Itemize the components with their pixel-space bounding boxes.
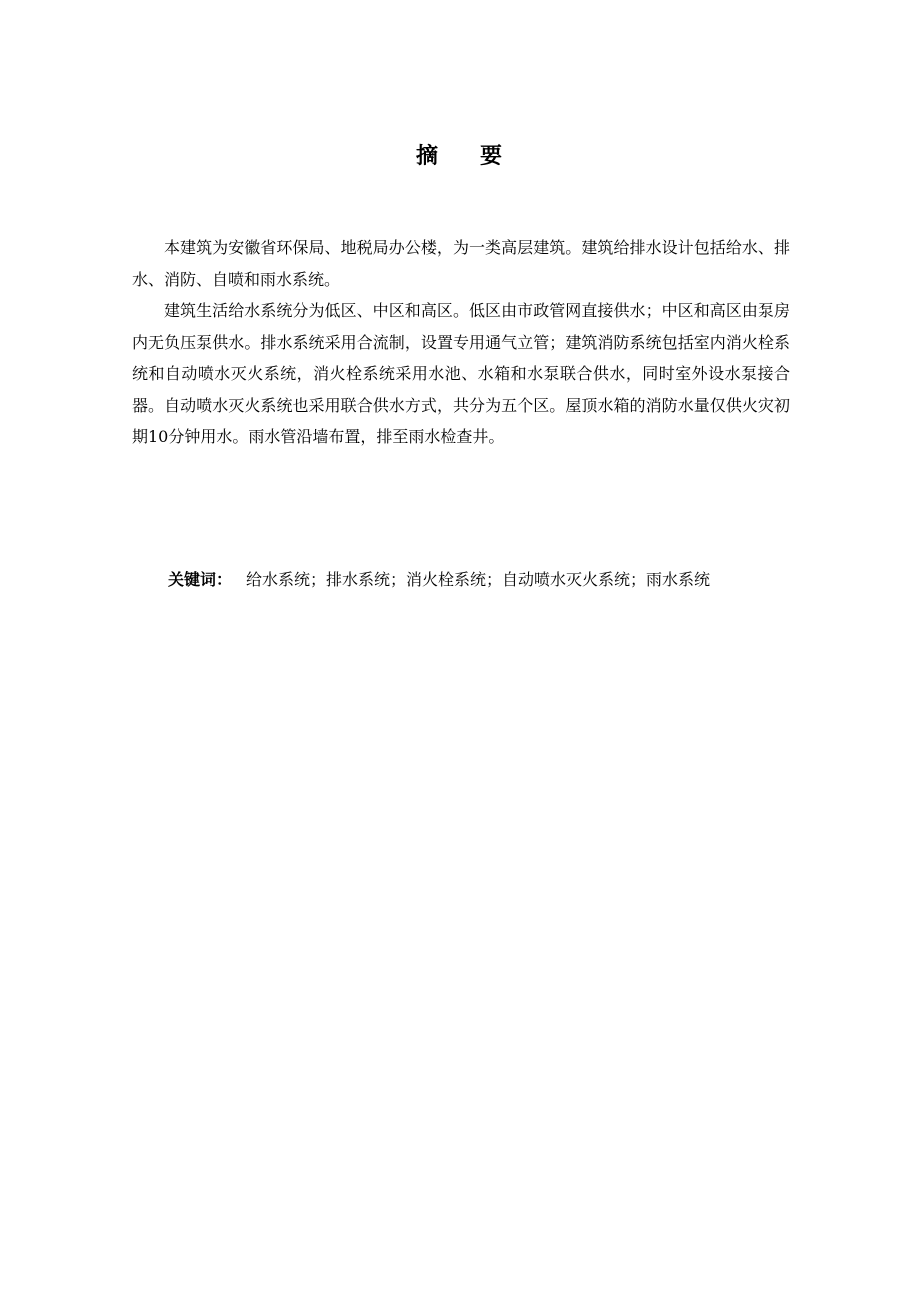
keywords-line (132, 565, 812, 595)
abstract-body (132, 232, 790, 453)
abstract-paragraph-2: 建筑生活给水系统分为低区、中区和高区。低区由市政管网直接供水；中区和高区由泵房内无负压泵供水。排水系统采用合流制，设置专用通气立管；建筑消防系统包括室内消火栓系统和自动喷水灭火系统，消火栓系统采用水池、水箱和水泵联合供水，同时室外设水泵接合器。自动喷水灭火系统也采用联合供水方式，共分为五个区。屋顶水箱的消防水量仅供火灾初期10分钟用水。雨水管沿墙布置，排至雨水检查井。 (132, 301, 790, 446)
keywords-text: 给水系统；排水系统；消火栓系统；自动喷水灭火系统；雨水系统 (246, 570, 711, 589)
abstract-paragraph-1: 本建筑为安徽省环保局、地税局办公楼，为一类高层建筑。建筑给排水设计包括给水、排水、消防、自喷和雨水系统。 (132, 238, 790, 289)
abstract-title (0, 140, 920, 172)
title-char-right: 要 (480, 143, 505, 169)
title-char-left: 摘 (415, 143, 440, 169)
keywords-label: 关键词： (168, 570, 233, 589)
